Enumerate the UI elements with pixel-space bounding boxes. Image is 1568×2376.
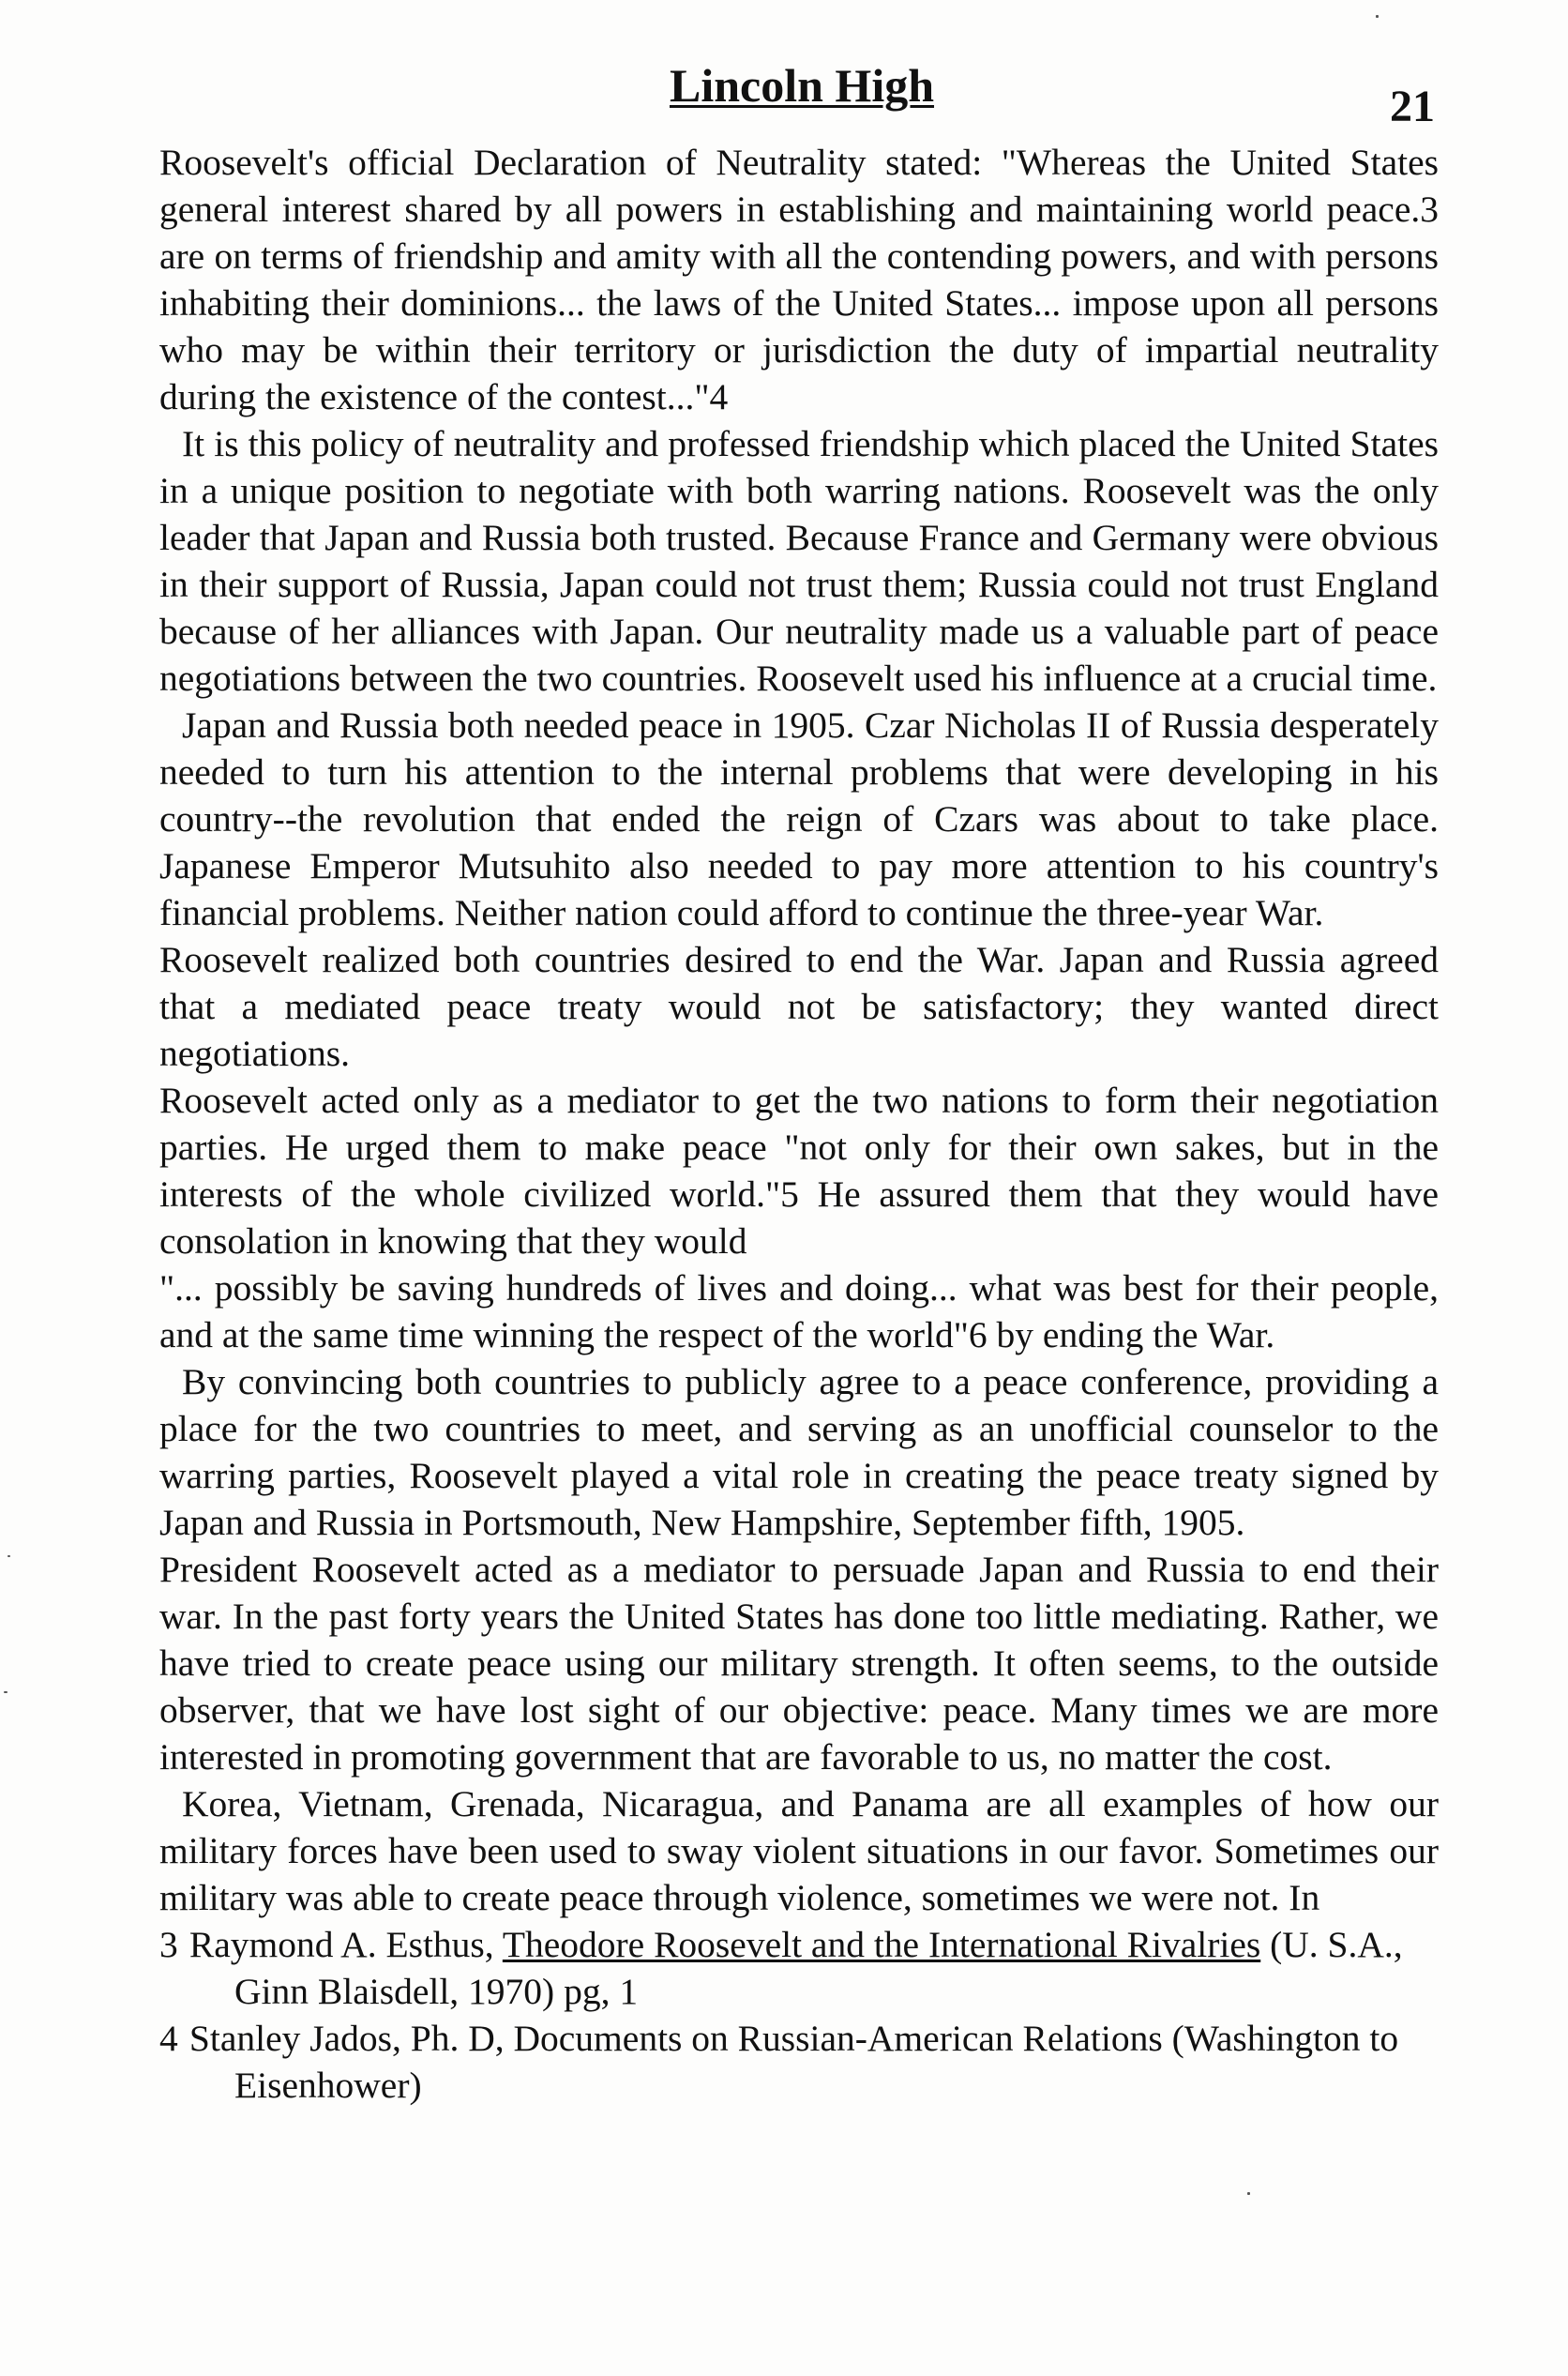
paragraph-peace-1905: Japan and Russia both needed peace in 1905. Czar Nicholas II of Russia desperately needed to turn his attention to the internal problems that were developing in his country--the revolution that ended the reign of Czars was about to take place. Japanese Emperor Mutsuhito also needed to pay more attention to his country's financial problems. Neither nation could afford to continue the three-year War. (159, 704, 1439, 933)
footnote-4 (159, 2015, 1439, 2109)
paragraph-mediator: Roosevelt acted only as a mediator to get the two nations to form their negotiation parties. He urged them to make peace "not only for their own sakes, but in the interests of the whole civilized world."5 He assured them that they would have consolation in knowing that they would (159, 1080, 1439, 1262)
footnote-text: Raymond A. Esthus, (188, 1924, 503, 1965)
scan-speck (1247, 2192, 1250, 2195)
paragraph-end-war: Roosevelt realized both countries desired to end the War. Japan and Russia agreed that a mediated peace treaty would not be satisfactory; they wanted direct negotiations. (159, 939, 1439, 1074)
paragraph-mediating: President Roosevelt acted as a mediator to persuade Japan and Russia to end their war. In the past forty years the United States has done too little mediating. Rather, we have tried to create peace using our military strength. It often seems, to the outside observer, that we have lost sight of our objective: peace. Many times we are more interested in promoting government that are favorable to us, no matter the cost. (159, 1549, 1439, 1778)
footnote-book-title: Theodore Roosevelt and the International Rivalries (502, 1924, 1261, 1965)
paragraph-military-examples: Korea, Vietnam, Grenada, Nicaragua, and Panama are all examples of how our military forces have been used to sway violent situations in our favor. Sometimes our military was able to create peace through violence, sometimes we were not. In (159, 1783, 1439, 1918)
scan-speck (4, 1691, 8, 1693)
paragraph-declaration: Roosevelt's official Declaration of Neutrality stated: "Whereas the United States general interest shared by all powers in establishing and maintaining world peace.3 are on terms of friendship and amity with all the contending powers, and with persons inhabiting their dominions... the laws of the United States... impose upon all persons who may be within their territory or jurisdiction the duty of impartial neutrality during the existence of the contest..."4 (159, 142, 1439, 417)
footnote-text: Stanley Jados, Ph. D, Documents on Russian-American Relations (Washington to Eisenhower) (188, 2018, 1399, 2106)
footnote-text: (U. S.A., Ginn Blaisdell, 1970) pg, 1 (234, 1924, 1403, 2012)
paragraph-portsmouth: By convincing both countries to publicly agree to a peace conference, providing a place for the two countries to meet, and serving as an unofficial counselor to the warring parties, Roosevelt played a vital role in creating the peace treaty signed by Japan and Russia in Portsmouth, New Hampshire, September fifth, 1905. (159, 1361, 1439, 1543)
paragraph-neutrality: It is this policy of neutrality and professed friendship which placed the United States in a unique position to negotiate with both warring nations. Roosevelt was the only leader that Japan and Russia both trusted. Because France and Germany were obvious in their support of Russia, Japan could not trust them; Russia could not trust England because of her alliances with Japan. Our neutrality made us a valuable part of peace negotiations between the two countries. Roosevelt used his influence at a crucial time. (159, 423, 1439, 699)
school-name-heading: Lincoln High (669, 59, 935, 112)
scan-speck (8, 1555, 10, 1557)
body-text (159, 139, 1439, 2109)
footnote-number: 4 (159, 2018, 178, 2059)
page-header (159, 58, 1444, 131)
scan-speck (1376, 15, 1379, 18)
footnote-3 (159, 1921, 1439, 2015)
footnotes (159, 1921, 1439, 2109)
paragraph-quote: "... possibly be saving hundreds of lives and doing... what was best for their people, and at the same time winning the respect of the world"6 by ending the War. (159, 1267, 1439, 1355)
page-number: 21 (1390, 82, 1435, 131)
footnote-number: 3 (159, 1924, 178, 1965)
